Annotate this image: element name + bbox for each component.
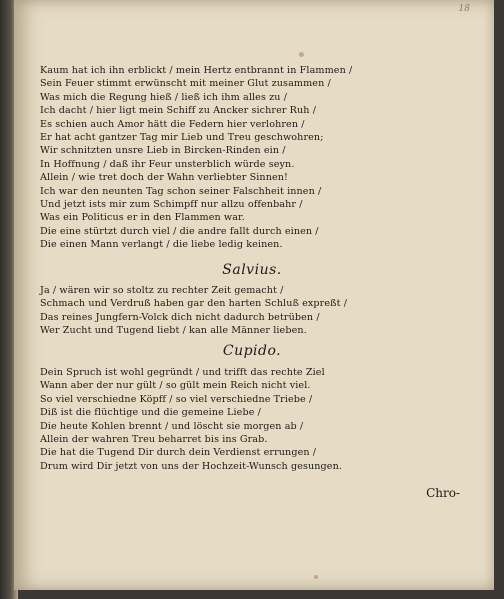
verse-line: Drum wird Dir jetzt von uns der Hochzeit-Wunsch gesungen.: [40, 460, 342, 472]
verse-line: Die eine stürtzt durch viel / die andre fallt durch einen /: [40, 225, 319, 237]
speaker-salvius: Salvius.: [222, 262, 282, 278]
verse-line: Was mich die Regung hieß / ließ ich ihm alles zu /: [40, 91, 288, 103]
verse-line: Allein der wahren Treu beharret bis ins Grab.: [40, 433, 268, 445]
verse-line: Diß ist die flüchtige und die gemeine Liebe /: [40, 407, 261, 419]
verse-line: Die einen Mann verlangt / die liebe ledig keinen.: [40, 239, 283, 251]
verse-line: Wir schnitzten unsre Lieb in Bircken-Rinden ein /: [40, 145, 286, 157]
verse-line: Das reines Jungfern-Volck dich nicht dadurch betrüben /: [40, 311, 320, 323]
catchword: Chro-: [426, 486, 460, 500]
verse-stanza-2: [40, 284, 460, 338]
verse-line: Kaum hat ich ihn erblickt / mein Hertz entbrannt in Flammen /: [40, 65, 353, 76]
verse-line: Wann aber der nur gült / so gült mein Reich nicht viel.: [40, 380, 311, 392]
verse-line: Ja / wären wir so stoltz zu rechter Zeit gemacht /: [40, 285, 284, 296]
verse-line: Dein Spruch ist wohl gegründt / und trifft das rechte Ziel: [40, 367, 325, 378]
verse-stanza-3: [40, 366, 460, 473]
verse-line: Allein / wie tret doch der Wahn verliebter Sinnen!: [40, 172, 288, 184]
ink-spot: [314, 575, 318, 579]
verse-line: Ich war den neunten Tag schon seiner Falschheit innen /: [40, 185, 322, 197]
verse-line: Die hat die Tugend Dir durch dein Verdienst errungen /: [40, 447, 317, 459]
verse-line: Ich dacht / hier ligt mein Schiff zu Ancker sichrer Ruh /: [40, 105, 317, 117]
verse-line: Sein Feuer stimmt erwünscht mit meiner Glut zusammen /: [40, 78, 331, 90]
speaker-cupido: Cupido.: [222, 343, 282, 359]
verse-stanza-1: [40, 64, 460, 251]
ink-spot: [299, 52, 304, 57]
verse-line: Und jetzt ists mir zum Schimpff nur allzu offenbahr /: [40, 198, 303, 210]
verse-line: So viel verschiedne Köpff / so viel verschiedne Triebe /: [40, 393, 313, 405]
verse-line: Schmach und Verdruß haben gar den harten Schluß expreßt /: [40, 298, 348, 310]
verse-line: Er hat acht gantzer Tag mir Lieb und Treu geschwohren;: [40, 131, 324, 143]
verse-line: Die heute Kohlen brennt / und löscht sie morgen ab /: [40, 420, 304, 432]
verse-line: Wer Zucht und Tugend liebt / kan alle Männer lieben.: [40, 325, 307, 337]
verse-line: Was ein Politicus er in den Flammen war.: [40, 212, 245, 224]
verse-line: Es schien auch Amor hätt die Federn hier verlohren /: [40, 118, 305, 130]
verse-line: In Hoffnung / daß ihr Feur unsterblich würde seyn.: [40, 158, 295, 170]
page-number: 18: [458, 4, 470, 14]
